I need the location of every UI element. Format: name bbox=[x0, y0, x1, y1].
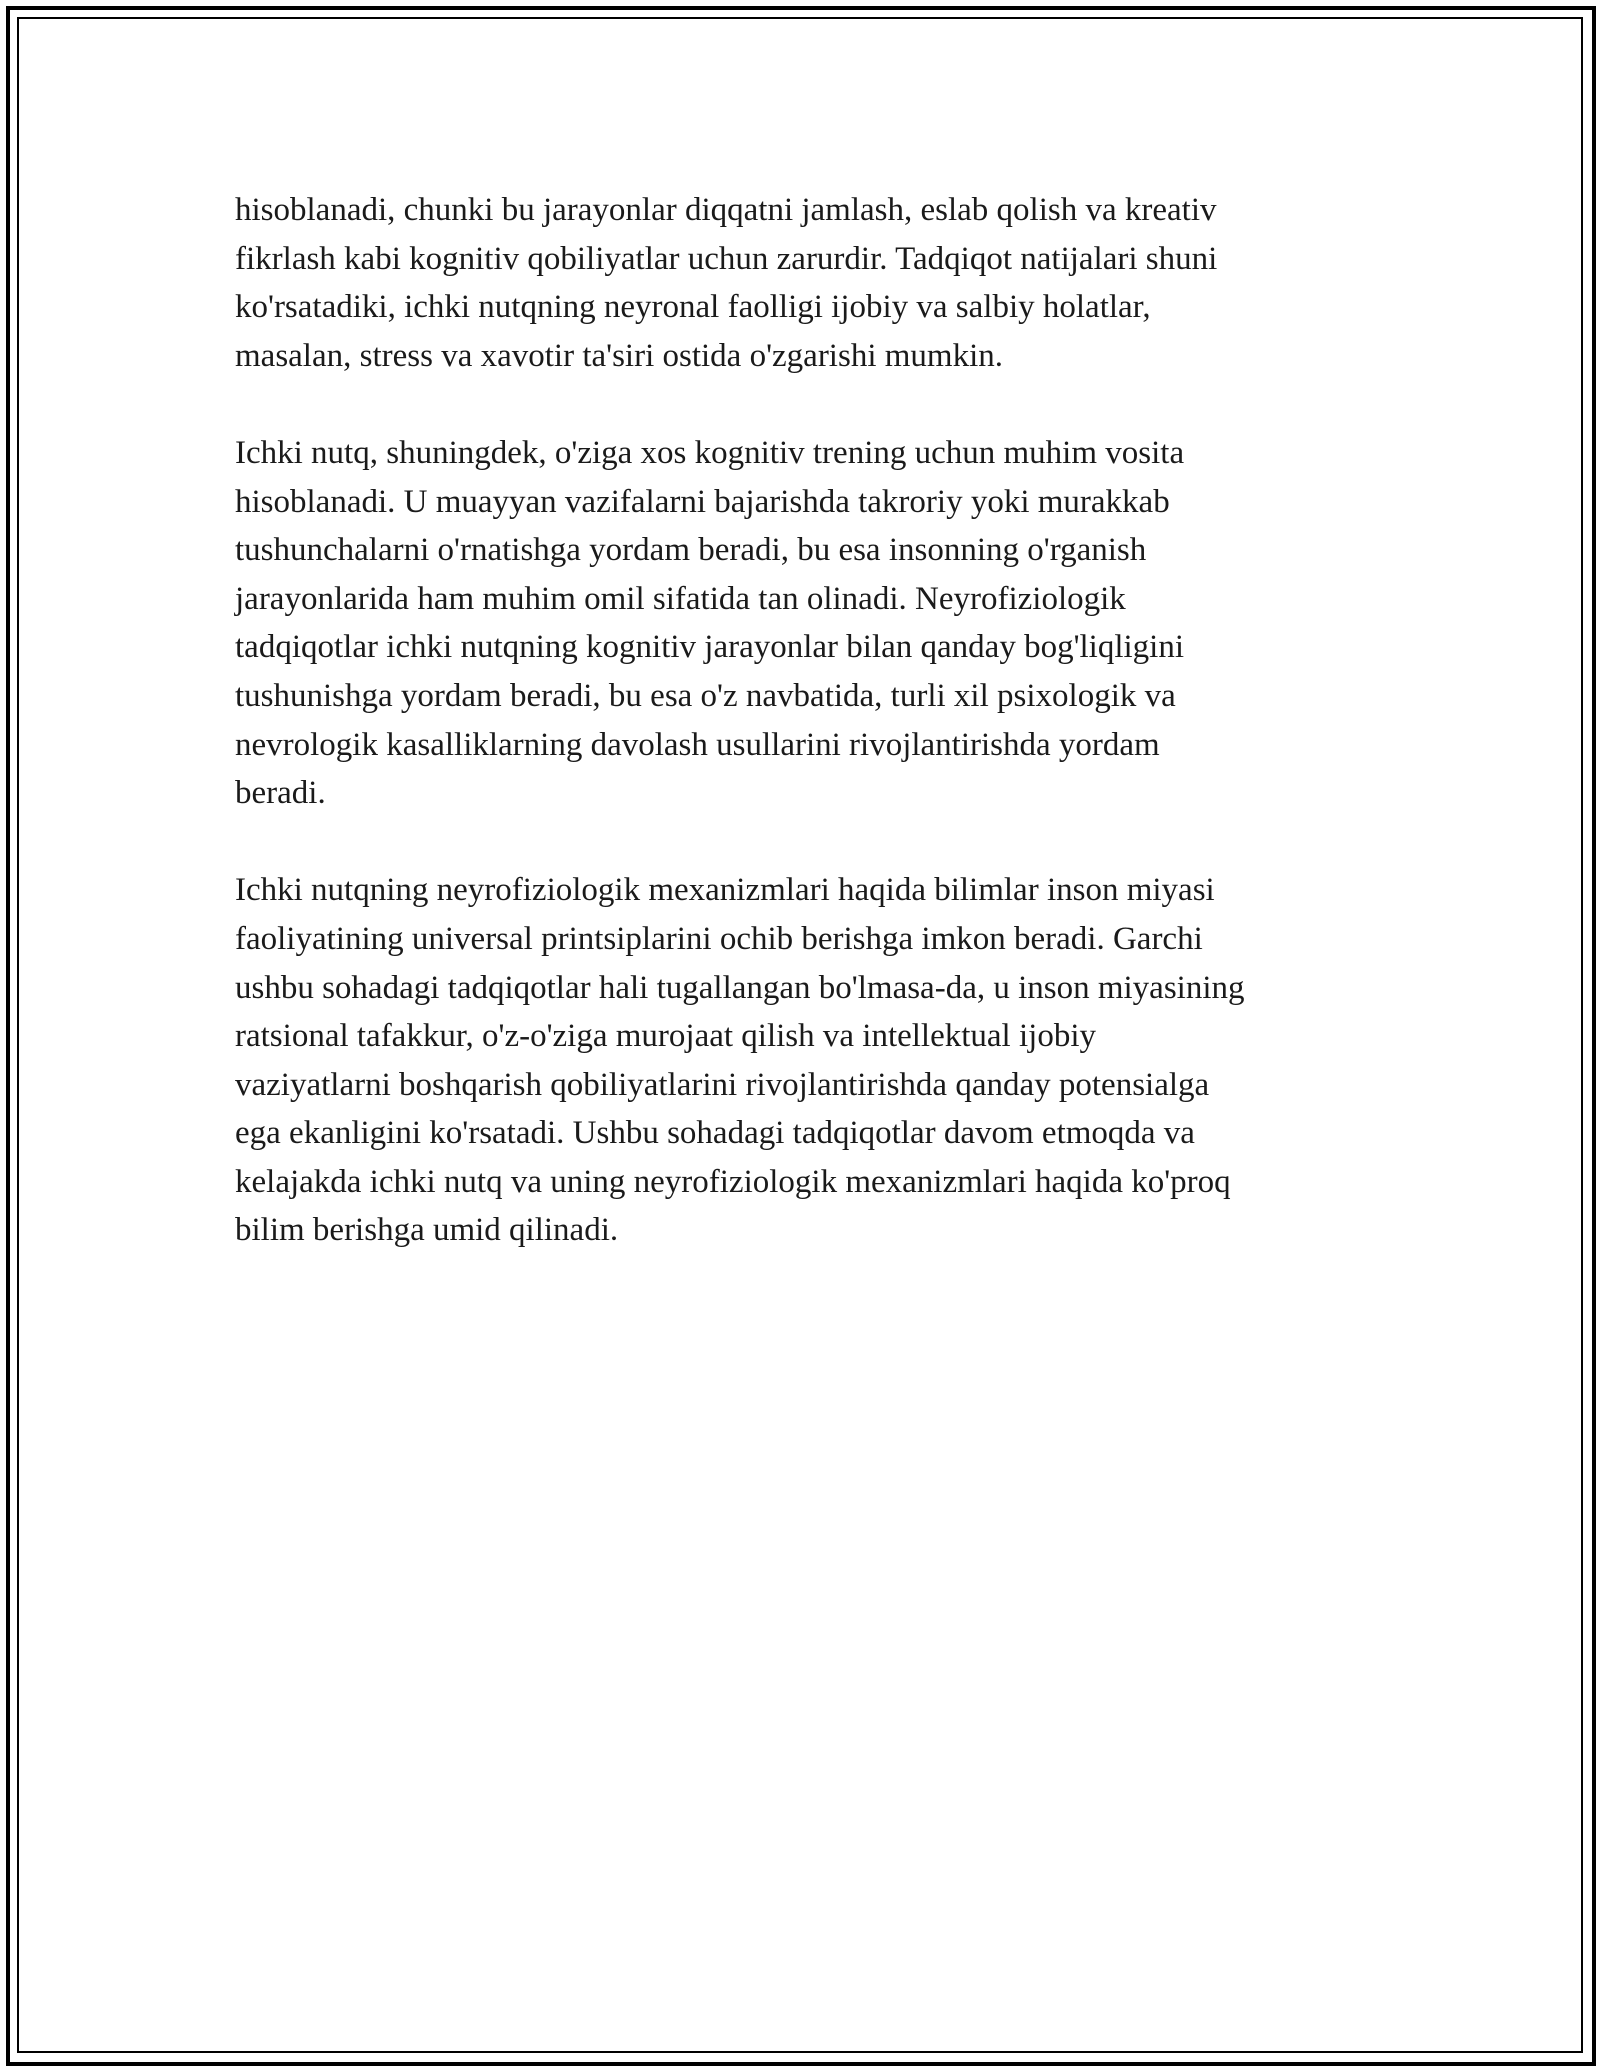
text-line: hisoblanadi, chunki bu jarayonlar diqqatni jamlash, eslab qolish va kreativ bbox=[235, 192, 1217, 228]
text-line: Ichki nutqning neyrofiziologik mexanizmlari haqida bilimlar inson miyasi bbox=[235, 872, 1215, 909]
text-line: tushunchalarni o'rnatishga yordam beradi, bu esa insonning o'rganish bbox=[235, 532, 1147, 569]
paragraph-2 bbox=[235, 429, 1365, 818]
text-line: ushbu sohadagi tadqiqotlar hali tugallangan bo'lmasa-da, u inson miyasining bbox=[235, 969, 1245, 1006]
text-line: bilim berishga umid qilinadi. bbox=[235, 1212, 619, 1249]
text-line: nevrologik kasalliklarning davolash usullarini rivojlantirishda yordam bbox=[235, 726, 1160, 763]
text-line: jarayonlarida ham muhim omil sifatida tan olinadi. Neyrofiziologik bbox=[235, 580, 1126, 617]
text-line: ko'rsatadiki, ichki nutqning neyronal faolligi ijobiy va salbiy holatlar, bbox=[235, 289, 1151, 326]
text-line: beradi. bbox=[235, 775, 326, 812]
text-line: hisoblanadi. U muayyan vazifalarni bajarishda takroriy yoki murakkab bbox=[235, 483, 1170, 520]
text-line: tushunishga yordam beradi, bu esa o'z navbatida, turli xil psixologik va bbox=[235, 677, 1176, 714]
text-line: masalan, stress va xavotir ta'siri ostida o'zgarishi mumkin. bbox=[235, 337, 1003, 374]
text-line: kelajakda ichki nutq va uning neyrofiziologik mexanizmlari haqida ko'proq bbox=[235, 1163, 1231, 1200]
document-body bbox=[235, 186, 1365, 1304]
paragraph-1 bbox=[235, 186, 1365, 380]
paragraph-3 bbox=[235, 866, 1365, 1255]
text-line: vaziyatlarni boshqarish qobiliyatlarini rivojlantirishda qanday potensialga bbox=[235, 1066, 1210, 1103]
text-line: fikrlash kabi kognitiv qobiliyatlar uchun zarurdir. Tadqiqot natijalari shuni bbox=[235, 240, 1218, 277]
text-line: faoliyatining universal printsiplarini ochib berishga imkon beradi. Garchi bbox=[235, 920, 1203, 957]
text-line: tadqiqotlar ichki nutqning kognitiv jarayonlar bilan qanday bog'liqligini bbox=[235, 629, 1185, 666]
text-line: ega ekanligini ko'rsatadi. Ushbu sohadagi tadqiqotlar davom etmoqda va bbox=[235, 1115, 1195, 1152]
text-line: Ichki nutq, shuningdek, o'ziga xos kognitiv trening uchun muhim vosita bbox=[235, 434, 1185, 471]
text-line: ratsional tafakkur, o'z-o'ziga murojaat qilish va intellektual ijobiy bbox=[235, 1018, 1096, 1055]
